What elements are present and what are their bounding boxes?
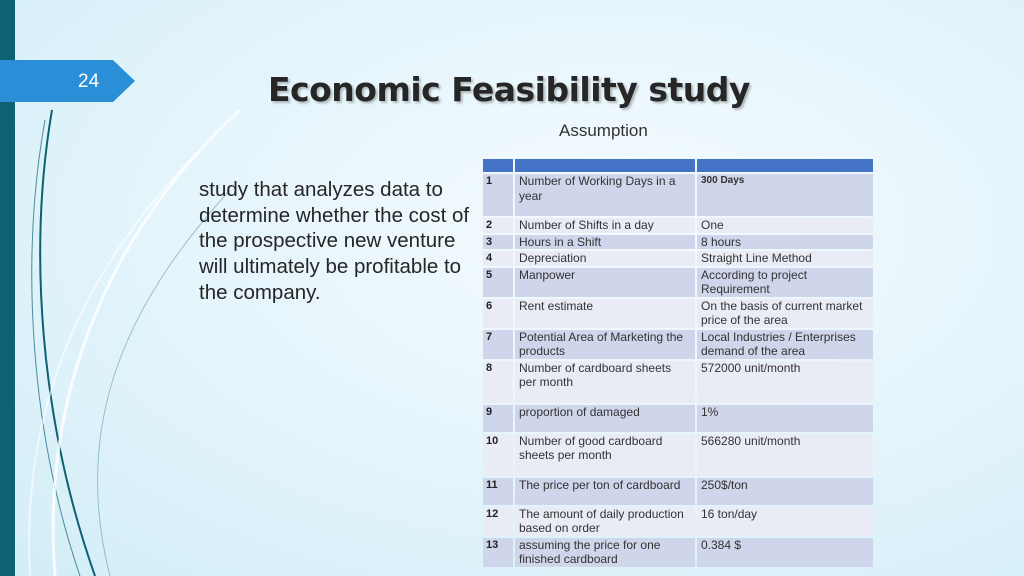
table-row [483,268,873,297]
row-item: assuming the price for one finished cardboard [515,538,695,567]
row-number: 5 [483,268,513,297]
table-row [483,235,873,250]
row-value: Straight Line Method [697,251,873,266]
row-value: Local Industries / Enterprises demand of the area [697,330,873,359]
table-row [483,218,873,233]
row-number: 1 [483,174,513,216]
row-number: 6 [483,299,513,328]
page-number: 24 [78,71,100,92]
row-item: The amount of daily production based on order [515,507,695,536]
row-value: According to project Requirement [697,268,873,297]
row-number: 12 [483,507,513,536]
row-item: Number of cardboard sheets per month [515,361,695,403]
table-row [483,538,873,567]
row-value: 300 Days [697,174,873,216]
row-value: 250$/ton [697,478,873,505]
header-cell-number [483,159,513,172]
table-header-row [483,159,873,172]
row-value: On the basis of current market price of the area [697,299,873,328]
row-number: 7 [483,330,513,359]
row-value: 1% [697,405,873,432]
row-value: 566280 unit/month [697,434,873,476]
table-row [483,434,873,476]
row-number: 9 [483,405,513,432]
assumption-table [481,157,875,569]
row-number: 3 [483,235,513,250]
row-number: 10 [483,434,513,476]
row-number: 11 [483,478,513,505]
row-value: 16 ton/day [697,507,873,536]
table-row [483,174,873,216]
row-item: Number of good cardboard sheets per month [515,434,695,476]
row-value: 572000 unit/month [697,361,873,403]
row-item: Number of Working Days in a year [515,174,695,216]
row-number: 2 [483,218,513,233]
row-number: 13 [483,538,513,567]
table-row [483,405,873,432]
row-value: 8 hours [697,235,873,250]
row-item: Potential Area of Marketing the products [515,330,695,359]
header-cell-item [515,159,695,172]
definition-text: study that analyzes data to determine whether the cost of the prospective new venture will ultimately be profitable to the company. [199,178,470,304]
row-item: Number of Shifts in a day [515,218,695,233]
row-item: Rent estimate [515,299,695,328]
slide-title: Economic Feasibility study [268,70,750,109]
row-value: 0.384 $ [697,538,873,567]
slide-subtitle: Assumption [559,121,648,140]
row-item: Manpower [515,268,695,297]
row-number: 8 [483,361,513,403]
table-row [483,507,873,536]
header-cell-value [697,159,873,172]
row-value: One [697,218,873,233]
table-row [483,299,873,328]
row-item: proportion of damaged [515,405,695,432]
page-number-tab [0,60,135,102]
table-row [483,330,873,359]
row-item: Depreciation [515,251,695,266]
row-item: The price per ton of cardboard [515,478,695,505]
table-row [483,478,873,505]
row-item: Hours in a Shift [515,235,695,250]
row-number: 4 [483,251,513,266]
table-row [483,361,873,403]
table-row [483,251,873,266]
